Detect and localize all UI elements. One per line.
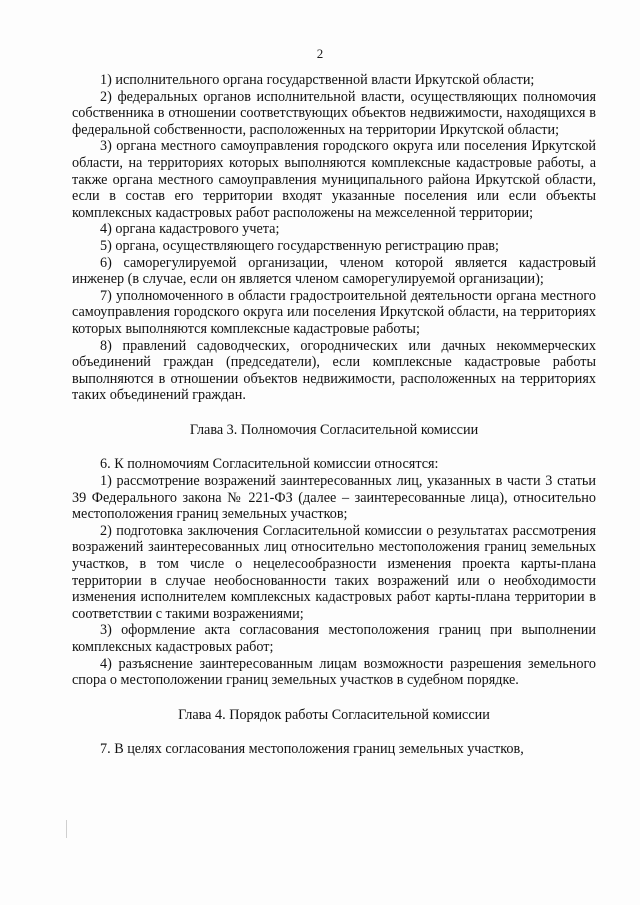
paragraph-item-2: 2) федеральных органов исполнительной власти, осуществляющих полномочия собственника в отношении соответствующих объектов недвижимости, находящихся в федеральной собственности, расположенных на территории Иркутской области; (72, 88, 596, 138)
chapter-4-heading: Глава 4. Порядок работы Согласительной комиссии (178, 706, 490, 723)
paragraph-clause-6: 6. К полномочиям Согласительной комиссии относятся: (100, 456, 439, 473)
document-body (72, 72, 596, 758)
paragraph-item-5: 5) органа, осуществляющего государственную регистрацию прав; (100, 237, 499, 254)
paragraph-item-1: 1) исполнительного органа государственной власти Иркутской области; (100, 72, 535, 88)
paragraph-item-4: 4) органа кадастрового учета; (100, 221, 280, 238)
paragraph-clause-7: 7. В целях согласования местоположения границ земельных участков, (100, 741, 524, 758)
paragraph-power-1: 1) рассмотрение возражений заинтересованных лиц, указанных в части 3 статьи 39 Федерального закона № 221-ФЗ (далее – заинтересованные лица), относительно местоположения границ земельных участков; (72, 473, 596, 523)
paragraph-item-3: 3) органа местного самоуправления городского округа или поселения Иркутской области, на территориях которых выполняются комплексные кадастровые работы, а также органа местного самоуправления муниципального района Иркутской области, если в состав его территории входят указанные поселения или если объекты комплексных кадастровых работ расположены на межселенной территории; (72, 138, 596, 221)
page-number: 2 (316, 46, 324, 61)
chapter-3-heading: Глава 3. Полномочия Согласительной комиссии (189, 421, 479, 438)
paragraph-power-2: 2) подготовка заключения Согласительной комиссии о результатах рассмотрения возражений заинтересованных лиц относительно местоположения границ земельных участков, в том числе о нецелесообразности изменения проекта карты-плана территории в случае необоснованности таких возражений или о необходимости изменения исполнителем комплексных кадастровых работ карты-плана территории в соответствии с такими возражениями; (72, 522, 596, 622)
paragraph-item-7: 7) уполномоченного в области градостроительной деятельности органа местного самоуправления городского округа или поселения Иркутской области, на территориях которых выполняются комплексные кадастровые работы; (72, 287, 596, 337)
paragraph-power-3: 3) оформление акта согласования местоположения границ при выполнении комплексных кадастровых работ; (72, 622, 596, 655)
paragraph-power-4: 4) разъяснение заинтересованным лицам возможности разрешения земельного спора о местоположении границ земельных участков в судебном порядке. (72, 655, 596, 689)
scan-mark (66, 820, 67, 838)
paragraph-item-6: 6) саморегулируемой организации, членом которой является кадастровый инженер (в случае, если он является членом саморегулируемой организации); (72, 254, 596, 288)
paragraph-item-8: 8) правлений садоводческих, огороднических или дачных некоммерческих объединений граждан (председатели), если комплексные кадастровые работы выполняются в отношении объектов недвижимости, расположенных на территориях таких объединений граждан. (72, 337, 596, 404)
